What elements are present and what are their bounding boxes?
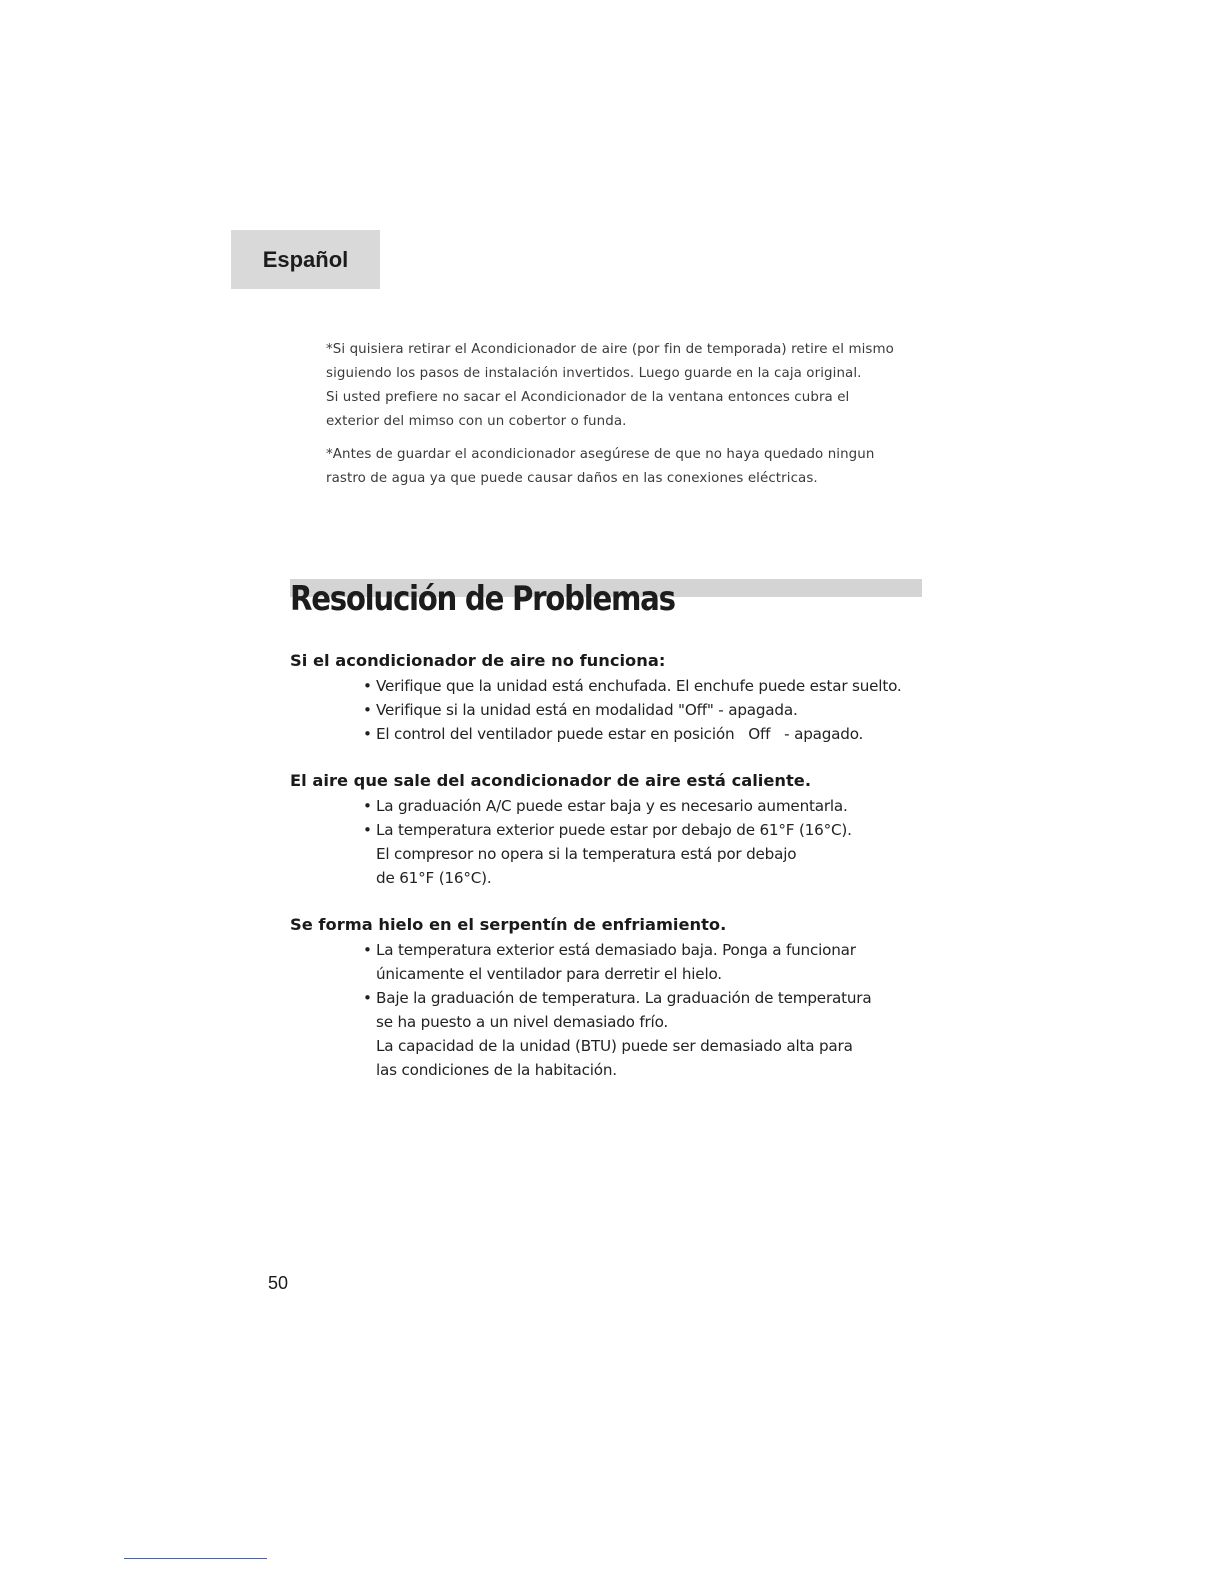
solution-item bbox=[363, 818, 930, 890]
bullet-icon: • bbox=[363, 797, 372, 815]
solution-item bbox=[363, 938, 930, 986]
text-line: se ha puesto a un nivel demasiado frío. bbox=[376, 1013, 669, 1031]
bullet-icon: • bbox=[363, 701, 372, 719]
solution-item bbox=[363, 722, 930, 746]
storage-instructions bbox=[326, 338, 926, 500]
text-line: El compresor no opera si la temperatura está por debajo bbox=[376, 845, 797, 863]
section-header bbox=[290, 577, 922, 621]
language-tab-label: Español bbox=[262, 246, 349, 272]
page-number: 50 bbox=[268, 1273, 289, 1293]
solution-item bbox=[363, 698, 930, 722]
text-line: Baje la graduación de temperatura. La graduación de temperatura bbox=[376, 989, 872, 1007]
bullet-icon: • bbox=[363, 821, 372, 839]
text-line: La temperatura exterior puede estar por debajo de 61°F (16°C). bbox=[376, 821, 852, 839]
section-title: Resolución de Problemas bbox=[290, 579, 675, 619]
solution-list bbox=[290, 674, 930, 746]
bullet-icon: • bbox=[363, 677, 372, 695]
solution-list bbox=[290, 938, 930, 1082]
text-line: siguiendo los pasos de instalación invertidos. Luego guarde en la caja original. bbox=[326, 366, 862, 381]
text-line: Verifique si la unidad está en modalidad "Off" - apagada. bbox=[376, 701, 798, 719]
problem-heading: Si el acondicionador de aire no funciona: bbox=[290, 651, 666, 670]
language-tab bbox=[231, 230, 380, 289]
text-line: exterior del mimso con un cobertor o funda. bbox=[326, 414, 627, 429]
bullet-icon: • bbox=[363, 725, 372, 743]
storage-paragraph bbox=[326, 443, 926, 491]
problem-block bbox=[290, 648, 930, 746]
text-line: rastro de agua ya que puede causar daños en las conexiones eléctricas. bbox=[326, 471, 818, 486]
solution-item bbox=[363, 794, 930, 818]
storage-paragraph bbox=[326, 338, 926, 434]
text-line: La capacidad de la unidad (BTU) puede ser demasiado alta para bbox=[376, 1037, 853, 1055]
solution-item bbox=[363, 986, 930, 1082]
problem-heading: El aire que sale del acondicionador de aire está caliente. bbox=[290, 771, 812, 790]
solution-list bbox=[290, 794, 930, 890]
troubleshooting-list bbox=[290, 648, 930, 1104]
footer-rule bbox=[124, 1558, 267, 1559]
text-line: *Antes de guardar el acondicionador asegúrese de que no haya quedado ningun bbox=[326, 447, 875, 462]
text-line: *Si quisiera retirar el Acondicionador de aire (por fin de temporada) retire el mismo bbox=[326, 342, 894, 357]
bullet-icon: • bbox=[363, 941, 372, 959]
text-line: La temperatura exterior está demasiado baja. Ponga a funcionar bbox=[376, 941, 856, 959]
solution-item bbox=[363, 674, 930, 698]
bullet-icon: • bbox=[363, 989, 372, 1007]
text-line: de 61°F (16°C). bbox=[376, 869, 492, 887]
text-line: las condiciones de la habitación. bbox=[376, 1061, 617, 1079]
problem-heading: Se forma hielo en el serpentín de enfriamiento. bbox=[290, 915, 727, 934]
text-line: Verifique que la unidad está enchufada. El enchufe puede estar suelto. bbox=[376, 677, 902, 695]
text-line: El control del ventilador puede estar en posición Off - apagado. bbox=[376, 725, 864, 743]
text-line: únicamente el ventilador para derretir el hielo. bbox=[376, 965, 722, 983]
problem-block bbox=[290, 912, 930, 1082]
text-line: La graduación A/C puede estar baja y es necesario aumentarla. bbox=[376, 797, 848, 815]
problem-block bbox=[290, 768, 930, 890]
text-line: Si usted prefiere no sacar el Acondicionador de la ventana entonces cubra el bbox=[326, 390, 850, 405]
